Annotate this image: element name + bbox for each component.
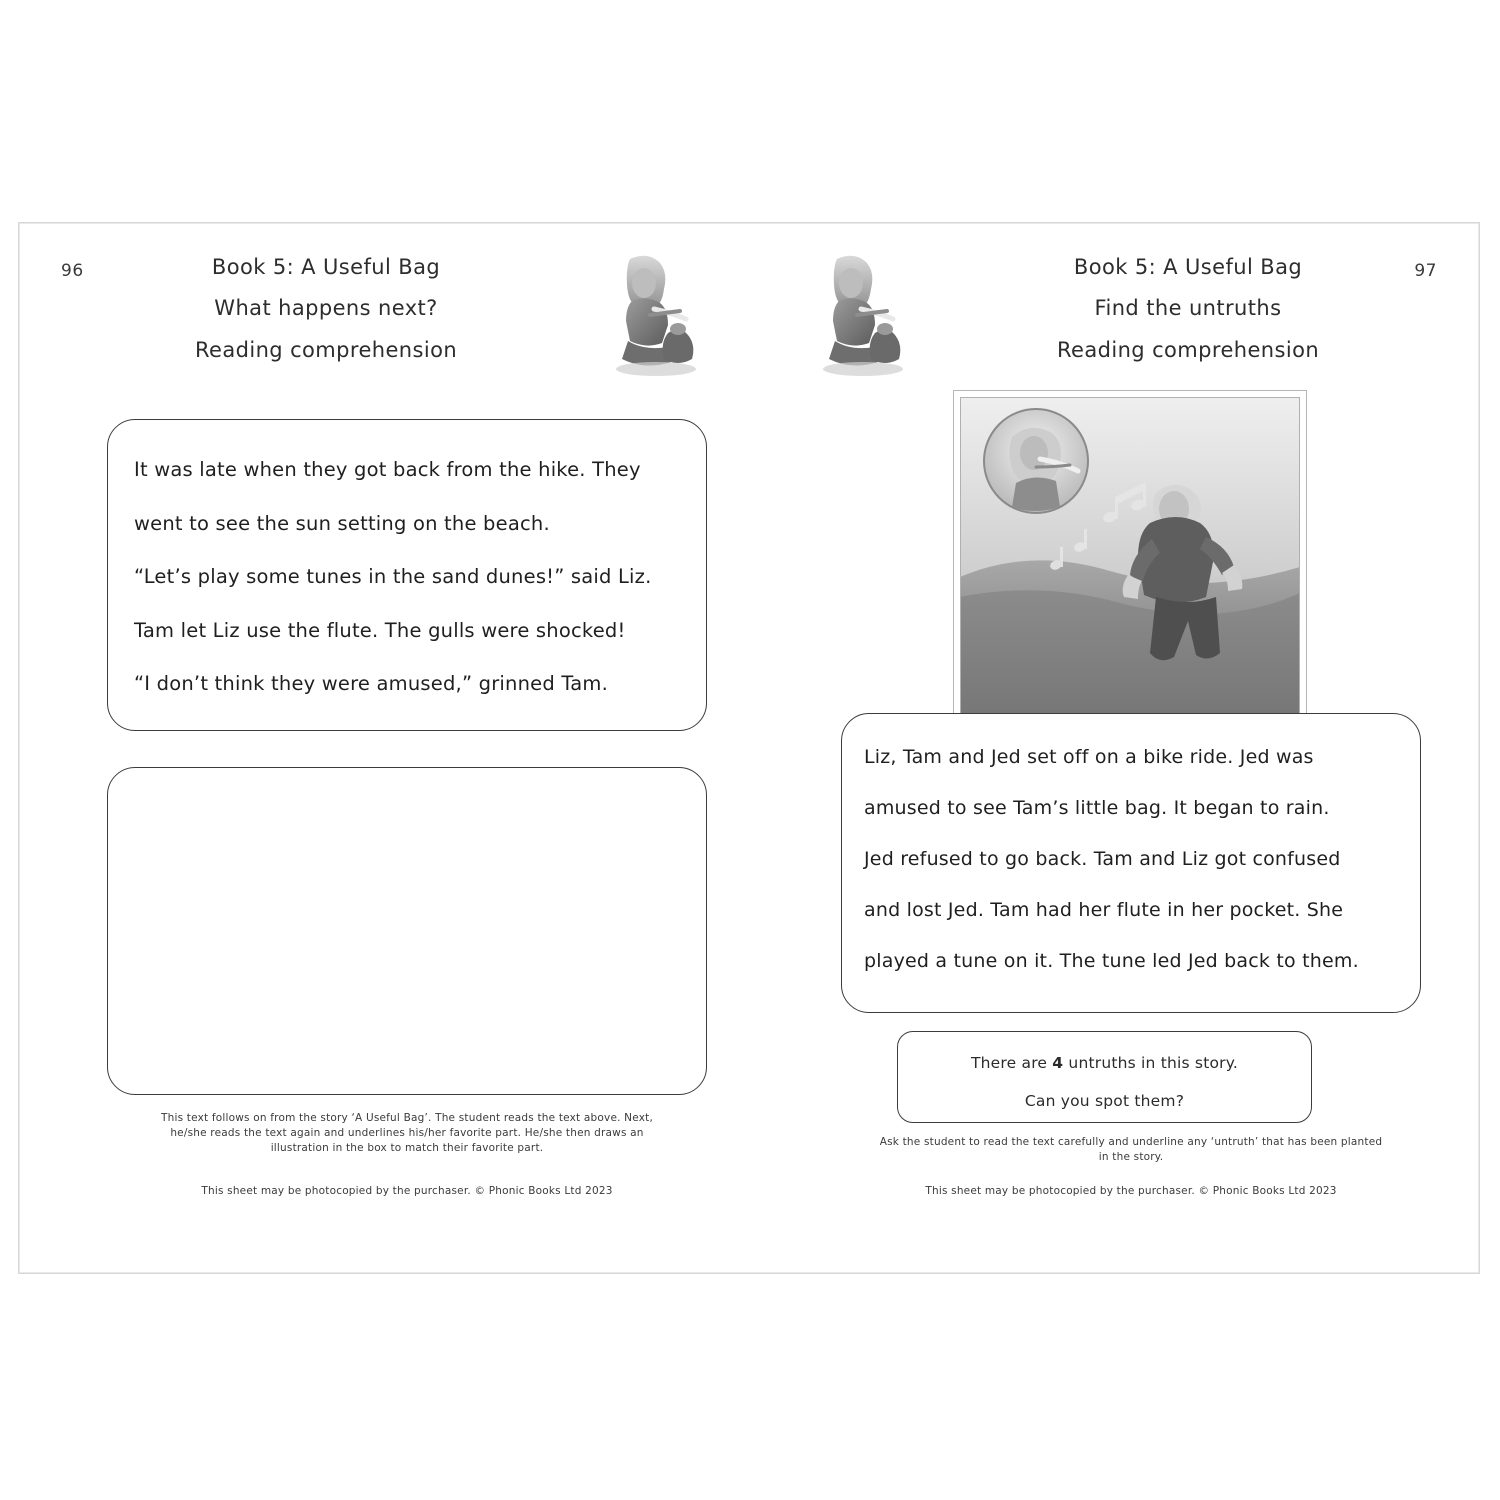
note-line: Ask the student to read the text carefully and underline any ‘untruth’ that has been planted <box>879 1136 1383 1148</box>
question-box <box>897 1031 1312 1123</box>
story-illustration <box>954 391 1306 721</box>
note-line: in the story. <box>1098 1151 1164 1164</box>
kneeling-flute-player-icon-left <box>594 253 722 379</box>
copyright-right: This sheet may be photocopied by the purchaser. © Phonic Books Ltd 2023 <box>925 1185 1337 1197</box>
untruths-prefix: There are <box>970 1054 1053 1072</box>
story-line: Jed refused to go back. Tam and Liz got confused <box>864 848 1341 870</box>
story-line: “Let’s play some tunes in the sand dunes!” said Liz. <box>134 565 652 588</box>
story-line: amused to see Tam’s little bag. It began to rain. <box>864 797 1330 819</box>
story-line: “I don’t think they were amused,” grinned Tam. <box>134 672 608 695</box>
page-header-right <box>953 257 1423 361</box>
note-line: he/she reads the text again and underlines his/her favorite part. He/she then draws an <box>170 1127 644 1140</box>
page-number-left: 96 <box>61 261 84 281</box>
story-line: and lost Jed. Tam had her flute in her pocket. She <box>864 899 1344 921</box>
story-line: Tam let Liz use the flute. The gulls were shocked! <box>134 618 626 642</box>
untruths-count: 4 <box>1052 1054 1064 1072</box>
drawing-answer-box[interactable] <box>107 767 707 1095</box>
book-title-right: Book 5: A Useful Bag <box>1073 255 1303 279</box>
page-header-left <box>91 257 561 361</box>
page-left <box>19 223 749 1273</box>
untruths-suffix: untruths in this story. <box>1063 1054 1239 1072</box>
activity-title-left: What happens next? <box>214 296 438 320</box>
story-text-box-right <box>841 713 1421 1013</box>
copyright-left: This sheet may be photocopied by the purchaser. © Phonic Books Ltd 2023 <box>201 1185 613 1197</box>
book-title-left: Book 5: A Useful Bag <box>211 255 441 279</box>
story-line: played a tune on it. The tune led Jed back to them. <box>864 950 1359 972</box>
spot-them-line: Can you spot them? <box>1024 1091 1185 1110</box>
page-right <box>749 223 1479 1273</box>
skill-label-right: Reading comprehension <box>1056 338 1320 362</box>
book-spread <box>18 222 1480 1274</box>
story-line: went to see the sun setting on the beach. <box>134 511 550 535</box>
skill-label-left: Reading comprehension <box>194 338 458 362</box>
teacher-note-left <box>87 1111 727 1157</box>
page-number-right: 97 <box>1414 261 1437 281</box>
activity-title-right: Find the untruths <box>1094 296 1282 320</box>
teacher-note-right <box>811 1135 1451 1165</box>
story-line: Liz, Tam and Jed set off on a bike ride. Jed was <box>864 746 1314 768</box>
untruths-count-line <box>898 1056 1311 1072</box>
note-line: illustration in the box to match their favorite part. <box>270 1142 544 1155</box>
story-text-box-left <box>107 419 707 731</box>
note-line: This text follows on from the story ‘A Useful Bag’. The student reads the text above. Next, <box>161 1112 653 1124</box>
story-line: It was late when they got back from the hike. They <box>134 458 641 481</box>
